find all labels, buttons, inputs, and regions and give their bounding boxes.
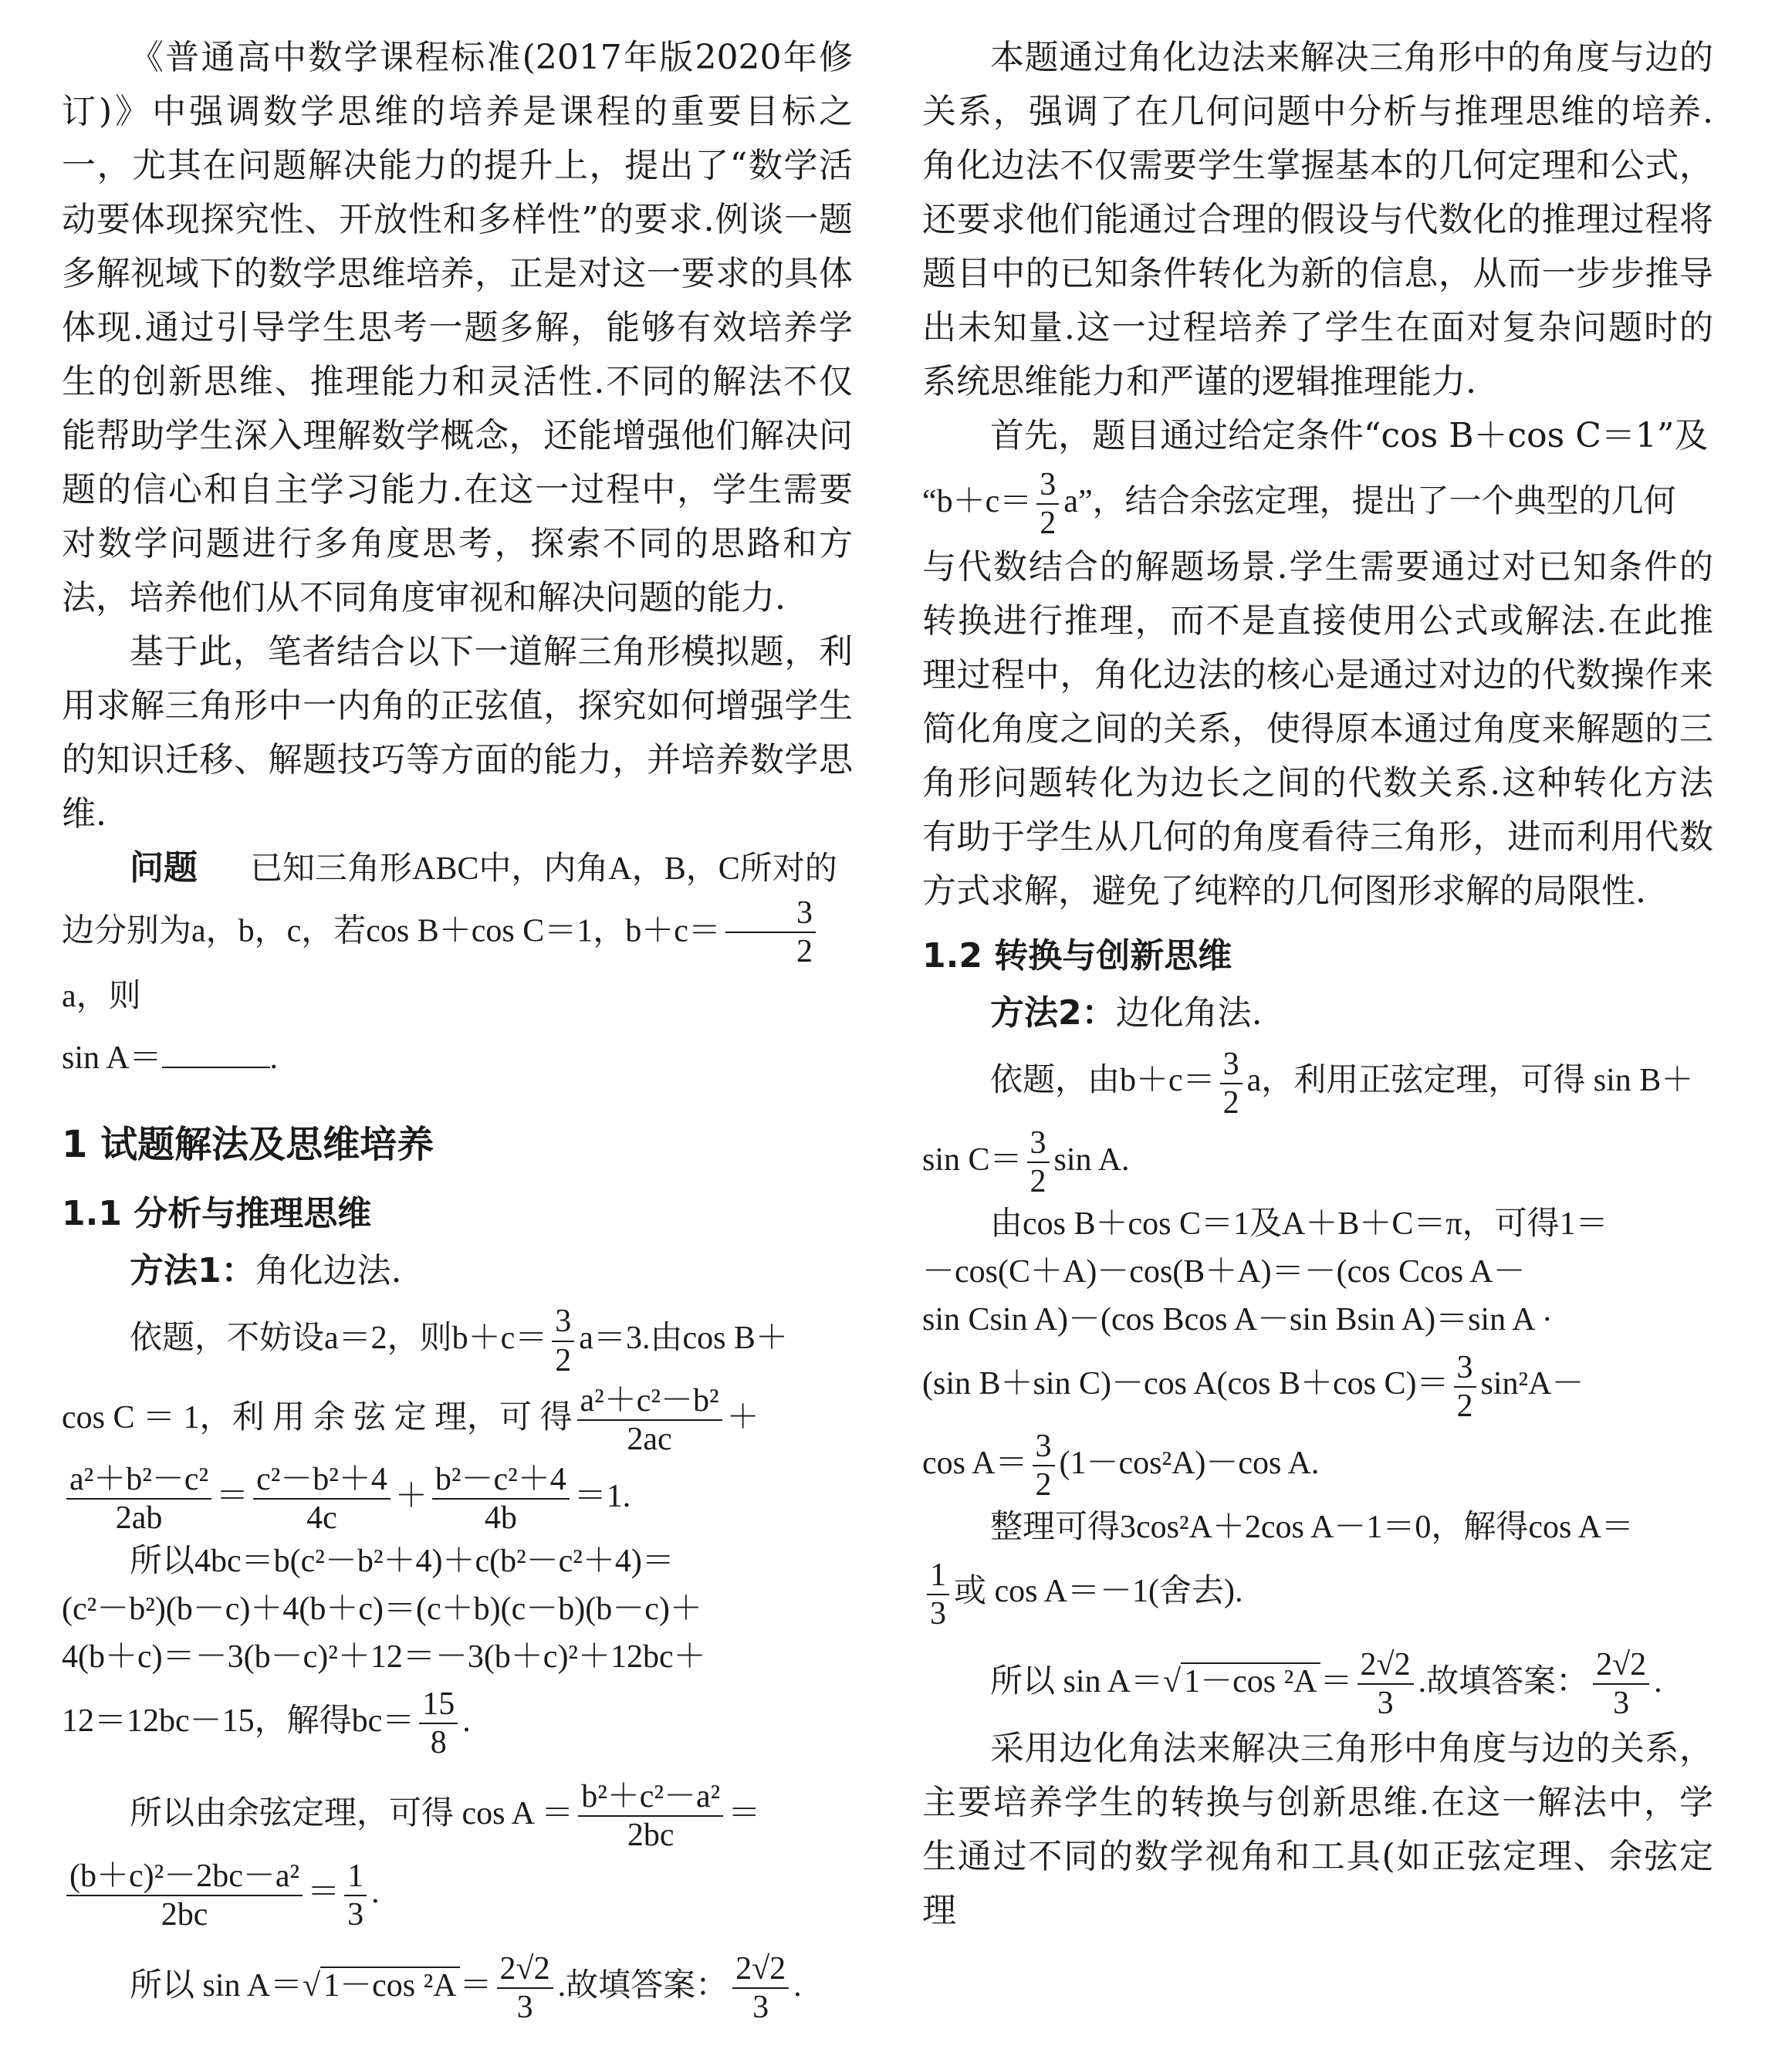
commentary-line-2: “b＋c＝ $\frac{3}{2}$ a”，结合余弦定理，提出了一个典型的几何 bbox=[922, 467, 1676, 542]
method-1-name: 角化边法. bbox=[255, 1251, 402, 1291]
left-column bbox=[62, 31, 853, 2026]
fraction-term-2: $\frac{\text{b²－c²＋4}}{4b}$ bbox=[432, 1463, 570, 1535]
problem-label: 问题 bbox=[130, 848, 198, 888]
fraction-2root2-over-3: $\frac{2√2}{3}$ bbox=[1358, 1648, 1414, 1720]
method-2-heading bbox=[922, 986, 1713, 1040]
method-2-name: 边化角法. bbox=[1115, 993, 1263, 1033]
fraction-1-over-3: $\frac{1}{3}$ bbox=[344, 1859, 367, 1932]
section-1-1-heading: 1.1 分析与推理思维 bbox=[62, 1194, 372, 1234]
method-1-commentary: 本题通过角化边法来解决三角形中的角度与边的关系，强调了在几何问题中分析与推理思维的培养.角化边法不仅需要学生掌握基本的几何定理和公式，还要求他们能通过合理的假设与代数化的推理过程将题目中的已知条件转化为新的信息，从而一步步推导出未知量.这一过程培养了学生在面对复杂问题时的系统思维能力和严谨的逻辑推理能力. bbox=[922, 38, 1713, 401]
fraction-1-over-3: $\frac{1}{3}$ bbox=[927, 1558, 949, 1631]
method-2-commentary: 采用边化角法来解决三角形中角度与边的关系，主要培养学生的转换与创新思维.在这一解法中，学生通过不同的数学视角和工具(如正弦定理、余弦定理 bbox=[922, 1729, 1713, 1931]
method-2-label: 方法2： bbox=[990, 993, 1116, 1033]
fraction-3-over-2: $\frac{3}{2}$ bbox=[1454, 1351, 1476, 1423]
fraction-15-over-8: $\frac{15}{8}$ bbox=[419, 1687, 458, 1760]
fraction-3-over-2: $\frac{3}{2}$ bbox=[725, 896, 816, 969]
method-1-derivation: 依题，不妨设a＝2，则b＋c＝ $\frac{3}{2}$ a＝3.由cos B＋ cos C ＝ 1，利 用 余 弦 定 理，可 得 $\frac{\text{a²＋c²－b²}}{2ac}$ ＋ $\frac{\text{a²＋b²－c²}}{2ab}$ ＝ $\frac{\text{c²－b²＋4}}{4c}$ ＋ $\frac{\text{b²－c²＋4}}{4b}$ ＝1. 所以4bc＝b(c²－b²＋4)＋c(b²－c²＋4)＝ (c²－b²)(b－c)＋4(b＋c)＝(c＋b)(c－b)(b－c)＋ 4(b＋c)＝－3(b－c)²＋12＝－3(b＋c)²＋12bc＋ 12＝12bc－15，解得bc＝ $\frac{15}{8}$ . 所以由余弦定理，可得 cos A ＝ $\frac{\text{b²＋c²－a²}}{2bc}$ ＝ $\frac{\text{(b＋c)²－2bc－a²}}{2bc}$ ＝ $\frac{1}{3}$ . 所以 sin A＝√1－cos ²A＝ $\frac{2√2}{3}$ .故填答案： $\frac{2√2}{3}$ . bbox=[62, 1304, 802, 2026]
fraction-3-over-2: $\frac{3}{2}$ bbox=[1220, 1047, 1243, 1120]
fraction-cosA-expanded: $\frac{\text{(b＋c)²－2bc－a²}}{2bc}$ bbox=[66, 1859, 303, 1932]
answer-fraction: $\frac{2√2}{3}$ bbox=[732, 1952, 789, 2024]
fraction-3-over-2: $\frac{3}{2}$ bbox=[1036, 468, 1059, 540]
problem-text-2: a，则 bbox=[62, 979, 141, 1015]
fraction-2root2-over-3: $\frac{2√2}{3}$ bbox=[497, 1952, 553, 2024]
problem-statement bbox=[62, 841, 853, 1023]
fraction-cosB: $\frac{\text{a²＋c²－b²}}{2ac}$ bbox=[577, 1384, 722, 1456]
section-1-2-heading: 1.2 转换与创新思维 bbox=[922, 936, 1232, 976]
answer-blank bbox=[162, 1037, 270, 1068]
commentary-line-1: 首先，题目通过给定条件“cos B＋cos C＝1”及 bbox=[990, 416, 1709, 455]
commentary-paragraph: 与代数结合的解题场景.学生需要通过对已知条件的转换进行推理，而不是直接使用公式或解法.在此推理过程中，角化边法的核心是通过对边的代数操作来简化角度之间的关系，使得原本通过角度来解题的三角形问题转化为边长之间的代数关系.这种转化方法有助于学生从几何的角度看待三角形，进而利用代数方式求解，避免了纯粹的几何图形求解的局限性. bbox=[922, 547, 1713, 911]
answer-fraction: $\frac{2√2}{3}$ bbox=[1593, 1648, 1649, 1720]
intro-paragraph: 《普通高中数学课程标准(2017年版2020年修订)》中强调数学思维的培养是课程的重要目标之一，尤其在问题解决能力的提升上，提出了“数学活动要体现探究性、开放性和多样性”的要求.例谈一题多解视域下的数学思维培养，正是对这一要求的具体体现.通过引导学生思考一题多解，能够有效培养学生的创新思维、推理能力和灵活性.不同的解法不仅能帮助学生深入理解数学概念，还能增强他们解决问题的信心和自主学习能力.在这一过程中，学生需要对数学问题进行多角度思考，探索不同的思路和方法，培养他们从不同角度审视和解决问题的能力. bbox=[62, 38, 853, 617]
right-column bbox=[922, 31, 1713, 1938]
fraction-3-over-2: $\frac{3}{2}$ bbox=[552, 1304, 574, 1377]
fraction-cosC: $\frac{\text{a²＋b²－c²}}{2ab}$ bbox=[66, 1463, 211, 1535]
problem-answer-line: sin A＝ . bbox=[62, 1023, 853, 1093]
fraction-3-over-2: $\frac{3}{2}$ bbox=[1027, 1126, 1050, 1199]
problem-text-1: 已知三角形ABC中，内角A，B，C所对的边分别为a，b，c，若cos B＋cos C＝1，b＋c＝ bbox=[62, 851, 837, 949]
fraction-term-1: $\frac{\text{c²－b²＋4}}{4c}$ bbox=[253, 1463, 391, 1535]
basis-paragraph: 基于此，笔者结合以下一道解三角形模拟题，利用求解三角形中一内角的正弦值，探究如何增强学生的知识迁移、解题技巧等方面的能力，并培养数学思维. bbox=[62, 632, 853, 834]
fraction-3-over-2: $\frac{3}{2}$ bbox=[1033, 1429, 1055, 1502]
fraction-cosA: $\frac{\text{b²＋c²－a²}}{2bc}$ bbox=[578, 1780, 723, 1852]
method-1-label: 方法1： bbox=[130, 1251, 255, 1291]
method-1-heading bbox=[62, 1244, 853, 1298]
method-2-derivation: 依题，由b＋c＝ $\frac{3}{2}$ a，利用正弦定理，可得 sin B＋ sin C＝ $\frac{3}{2}$ sin A. 由cos B＋cos C＝1及A＋B＋C＝π，可得1＝ －cos(C＋A)－cos(B＋A)＝－(cos Ccos A－ sin Csin A)－(cos Bcos A－sin Bsin A)＝sin A · (sin B＋sin C)－cos A(cos B＋cos C)＝ $\frac{3}{2}$ sin²A－ cos A＝ $\frac{3}{2}$ (1－cos²A)－cos A. 整理可得3cos²A＋2cos A－1＝0，解得cos A＝ $\frac{1}{3}$ 或 cos A＝－1(舍去). 所以 sin A＝√1－cos ²A＝ $\frac{2√2}{3}$ .故填答案： $\frac{2√2}{3}$ . bbox=[922, 1046, 1694, 1722]
section-1-heading: 1 试题解法及思维培养 bbox=[62, 1123, 434, 1167]
problem-text-3: sin A＝ bbox=[62, 1040, 162, 1077]
